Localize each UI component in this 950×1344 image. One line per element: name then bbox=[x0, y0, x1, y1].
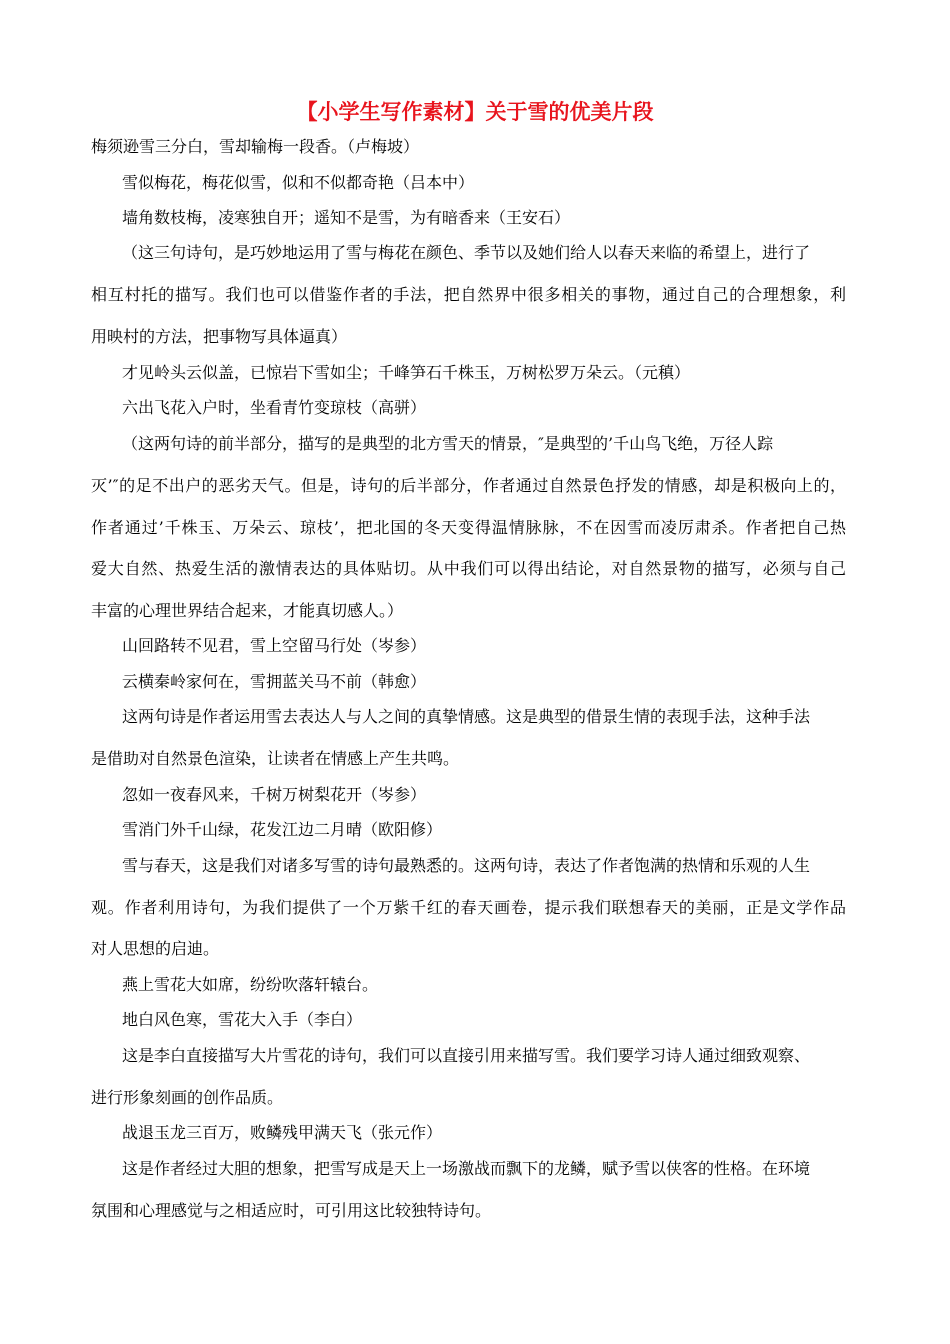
text-line: （这三句诗句，是巧妙地运用了雪与梅花在颜色、季节以及她们给人以春天来临的希望上，进行了 bbox=[122, 243, 811, 262]
text-line: 梅须逊雪三分白，雪却输梅一段香。（卢梅坡） bbox=[91, 137, 420, 156]
text-line: 云横秦岭家何在，雪拥蓝关马不前（韩愈） bbox=[122, 672, 427, 691]
text-line: 灭’″的足不出户的恶劣天气。但是，诗句的后半部分，作者通过自然景色抒发的情感，却是积极向上的， bbox=[91, 476, 846, 495]
text-line: 进行形象刻画的创作品质。 bbox=[91, 1088, 284, 1107]
text-line: 氛围和心理感觉与之相适应时，可引用这比较独特诗句。 bbox=[91, 1201, 492, 1220]
text-line: 才见岭头云似盖，已惊岩下雪如尘；千峰笋石千株玉，万树松罗万朵云。（元稹） bbox=[122, 363, 691, 382]
text-line: 雪与春天，这是我们对诸多写雪的诗句最熟悉的。这两句诗，表达了作者饱满的热情和乐观的人生 bbox=[122, 856, 811, 875]
text-line: 这两句诗是作者运用雪去表达人与人之间的真挚情感。这是典型的借景生情的表现手法，这种手法 bbox=[122, 707, 811, 726]
text-line: 用映村的方法，把事物写具体逼真） bbox=[91, 327, 348, 346]
text-line: 丰富的心理世界结合起来，才能真切感人。） bbox=[91, 601, 404, 620]
document-title: 【小学生写作素材】关于雪的优美片段 bbox=[296, 99, 654, 124]
text-line: 山回路转不见君，雪上空留马行处（岑参） bbox=[122, 636, 427, 655]
text-line: 燕上雪花大如席，纷纷吹落轩辕台。 bbox=[122, 975, 379, 994]
text-line: （这两句诗的前半部分，描写的是典型的北方雪天的情景，″是典型的’千山鸟飞绝，万径人踪 bbox=[122, 434, 774, 453]
text-line: 观。作者利用诗句，为我们提供了一个万紫千红的春天画卷，提示我们联想春天的美丽，正是文学作品 bbox=[91, 898, 846, 917]
text-line: 战退玉龙三百万，败鳞残甲满天飞（张元作） bbox=[122, 1123, 443, 1142]
text-line: 雪消门外千山绿，花发江边二月晴（欧阳修） bbox=[122, 820, 443, 839]
text-line: 这是李白直接描写大片雪花的诗句，我们可以直接引用来描写雪。我们要学习诗人通过细致观察、 bbox=[122, 1046, 811, 1065]
text-line: 对人思想的启迪。 bbox=[91, 939, 220, 958]
text-line: 这是作者经过大胆的想象，把雪写成是天上一场激战而飘下的龙鳞，赋予雪以侠客的性格。在环境 bbox=[122, 1159, 811, 1178]
text-line: 爱大自然、热爱生活的激情表达的具体贴切。从中我们可以得出结论，对自然景物的描写，必须与自己 bbox=[91, 559, 846, 578]
text-line: 是借助对自然景色渲染，让读者在情感上产生共鸣。 bbox=[91, 749, 460, 768]
text-line: 墙角数枝梅，凌寒独自开；遥知不是雪，为有暗香来（王安石） bbox=[122, 208, 571, 227]
text-line: 相互村托的描写。我们也可以借鉴作者的手法，把自然界中很多相关的事物，通过自己的合理想象，利 bbox=[91, 285, 846, 304]
text-line: 雪似梅花，梅花似雪，似和不似都奇艳（吕本中） bbox=[122, 173, 475, 192]
text-line: 忽如一夜春风来，千树万树梨花开（岑参） bbox=[122, 785, 427, 804]
text-line: 六出飞花入户时，坐看青竹变琼枝（高骈） bbox=[122, 398, 427, 417]
text-line: 地白风色寒，雪花大入手（李白） bbox=[122, 1010, 363, 1029]
text-line: 作者通过’千株玉、万朵云、琼枝’，把北国的冬天变得温情脉脉，不在因雪而凌厉肃杀。作者把自己热 bbox=[91, 518, 846, 537]
